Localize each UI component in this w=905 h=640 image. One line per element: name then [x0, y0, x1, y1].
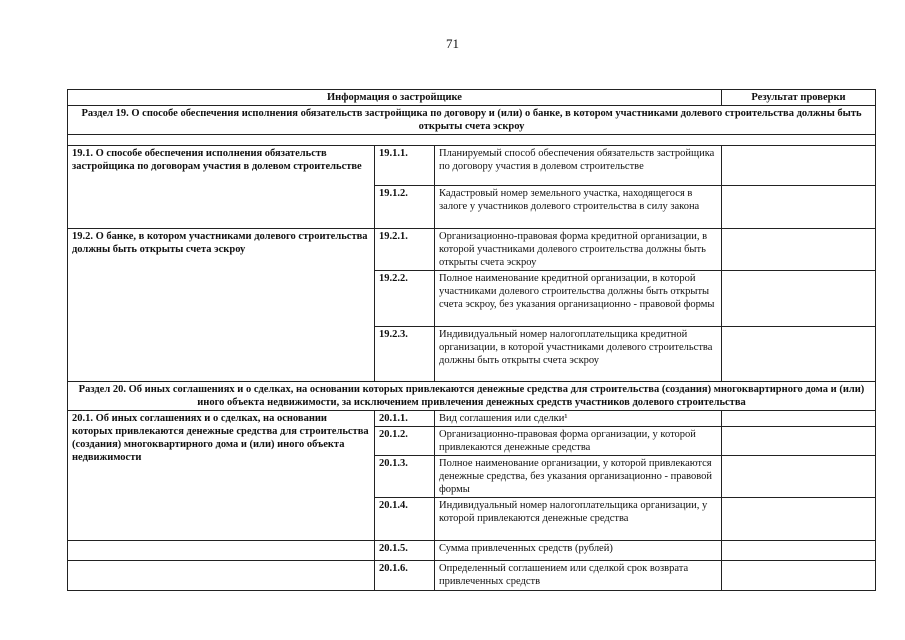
- spacer-cell: [68, 135, 876, 146]
- result-cell[interactable]: [722, 271, 876, 327]
- table-row: [68, 229, 876, 271]
- row-code: 20.1.5.: [375, 541, 435, 561]
- table-row: [68, 411, 876, 427]
- row-code: 19.2.1.: [375, 229, 435, 271]
- result-cell[interactable]: [722, 411, 876, 427]
- table-header-row: [68, 90, 876, 106]
- row-text: Определенный соглашением или сделкой срок возврата привлеченных средств: [435, 561, 722, 591]
- topic-19-2: 19.2. О банке, в котором участниками долевого строительства должны быть открыты счета эскроу: [68, 229, 375, 382]
- row-text: Кадастровый номер земельного участка, находящегося в залоге у участников долевого строительства в силу закона: [435, 186, 722, 229]
- row-text: Сумма привлеченных средств (рублей): [435, 541, 722, 561]
- row-text: Организационно-правовая форма организации, у которой привлекаются денежные средства: [435, 427, 722, 456]
- page-number: 71: [446, 36, 459, 51]
- row-text: Полное наименование кредитной организации, в которой участниками долевого строительства должны быть открыты счета эскроу, без указания организационно - правовой формы: [435, 271, 722, 327]
- table-row: [68, 561, 876, 591]
- table-row: [68, 541, 876, 561]
- row-code: 20.1.4.: [375, 498, 435, 541]
- header-result: Результат проверки: [722, 90, 876, 106]
- row-text: Организационно-правовая форма кредитной организации, в которой участниками долевого строительства должны быть открыты счета эскроу: [435, 229, 722, 271]
- topic-20-1: 20.1. Об иных соглашениях и о сделках, на основании которых привлекаются денежные средства для строительства (создания) многоквартирного дома и (или) иного объекта недвижимости: [68, 411, 375, 541]
- result-cell[interactable]: [722, 186, 876, 229]
- row-text: Полное наименование организации, у которой привлекаются денежные средства, без указания организационно - правовой формы: [435, 456, 722, 498]
- row-code: 19.2.3.: [375, 327, 435, 382]
- result-cell[interactable]: [722, 456, 876, 498]
- inspection-table: [67, 89, 876, 591]
- section-19-row: [68, 106, 876, 135]
- result-cell[interactable]: [722, 427, 876, 456]
- table-row: [68, 146, 876, 186]
- row-text: Вид соглашения или сделки¹: [435, 411, 722, 427]
- result-cell[interactable]: [722, 561, 876, 591]
- row-code: 19.2.2.: [375, 271, 435, 327]
- row-code: 19.1.2.: [375, 186, 435, 229]
- row-code: 19.1.1.: [375, 146, 435, 186]
- section-20-title: Раздел 20. Об иных соглашениях и о сделках, на основании которых привлекаются денежные средства для строительства (создания) многоквартирного дома и (или) иного объекта недвижимости, за исключением привлечения денежных средств участников долевого строительства: [68, 382, 876, 411]
- topic-19-1: 19.1. О способе обеспечения исполнения обязательств застройщика по договорам участия в долевом строительстве: [68, 146, 375, 229]
- section-20-row: [68, 382, 876, 411]
- row-text: Планируемый способ обеспечения обязательств застройщика по договору участия в долевом строительстве: [435, 146, 722, 186]
- row-code: 20.1.1.: [375, 411, 435, 427]
- row-code: 20.1.6.: [375, 561, 435, 591]
- header-info: Информация о застройщике: [68, 90, 722, 106]
- row-code: 20.1.3.: [375, 456, 435, 498]
- result-cell[interactable]: [722, 541, 876, 561]
- result-cell[interactable]: [722, 498, 876, 541]
- spacer-row: [68, 135, 876, 146]
- row-text: Индивидуальный номер налогоплательщика кредитной организации, в которой участниками долевого строительства должны быть открыты счета эскроу: [435, 327, 722, 382]
- result-cell[interactable]: [722, 327, 876, 382]
- empty-topic-cell: [68, 541, 375, 561]
- section-19-title: Раздел 19. О способе обеспечения исполнения обязательств застройщика по договору и (или) о банке, в котором участниками долевого строительства должны быть открыты счета эскроу: [68, 106, 876, 135]
- result-cell[interactable]: [722, 229, 876, 271]
- empty-topic-cell: [68, 561, 375, 591]
- row-text: Индивидуальный номер налогоплательщика организации, у которой привлекаются денежные средства: [435, 498, 722, 541]
- row-code: 20.1.2.: [375, 427, 435, 456]
- result-cell[interactable]: [722, 146, 876, 186]
